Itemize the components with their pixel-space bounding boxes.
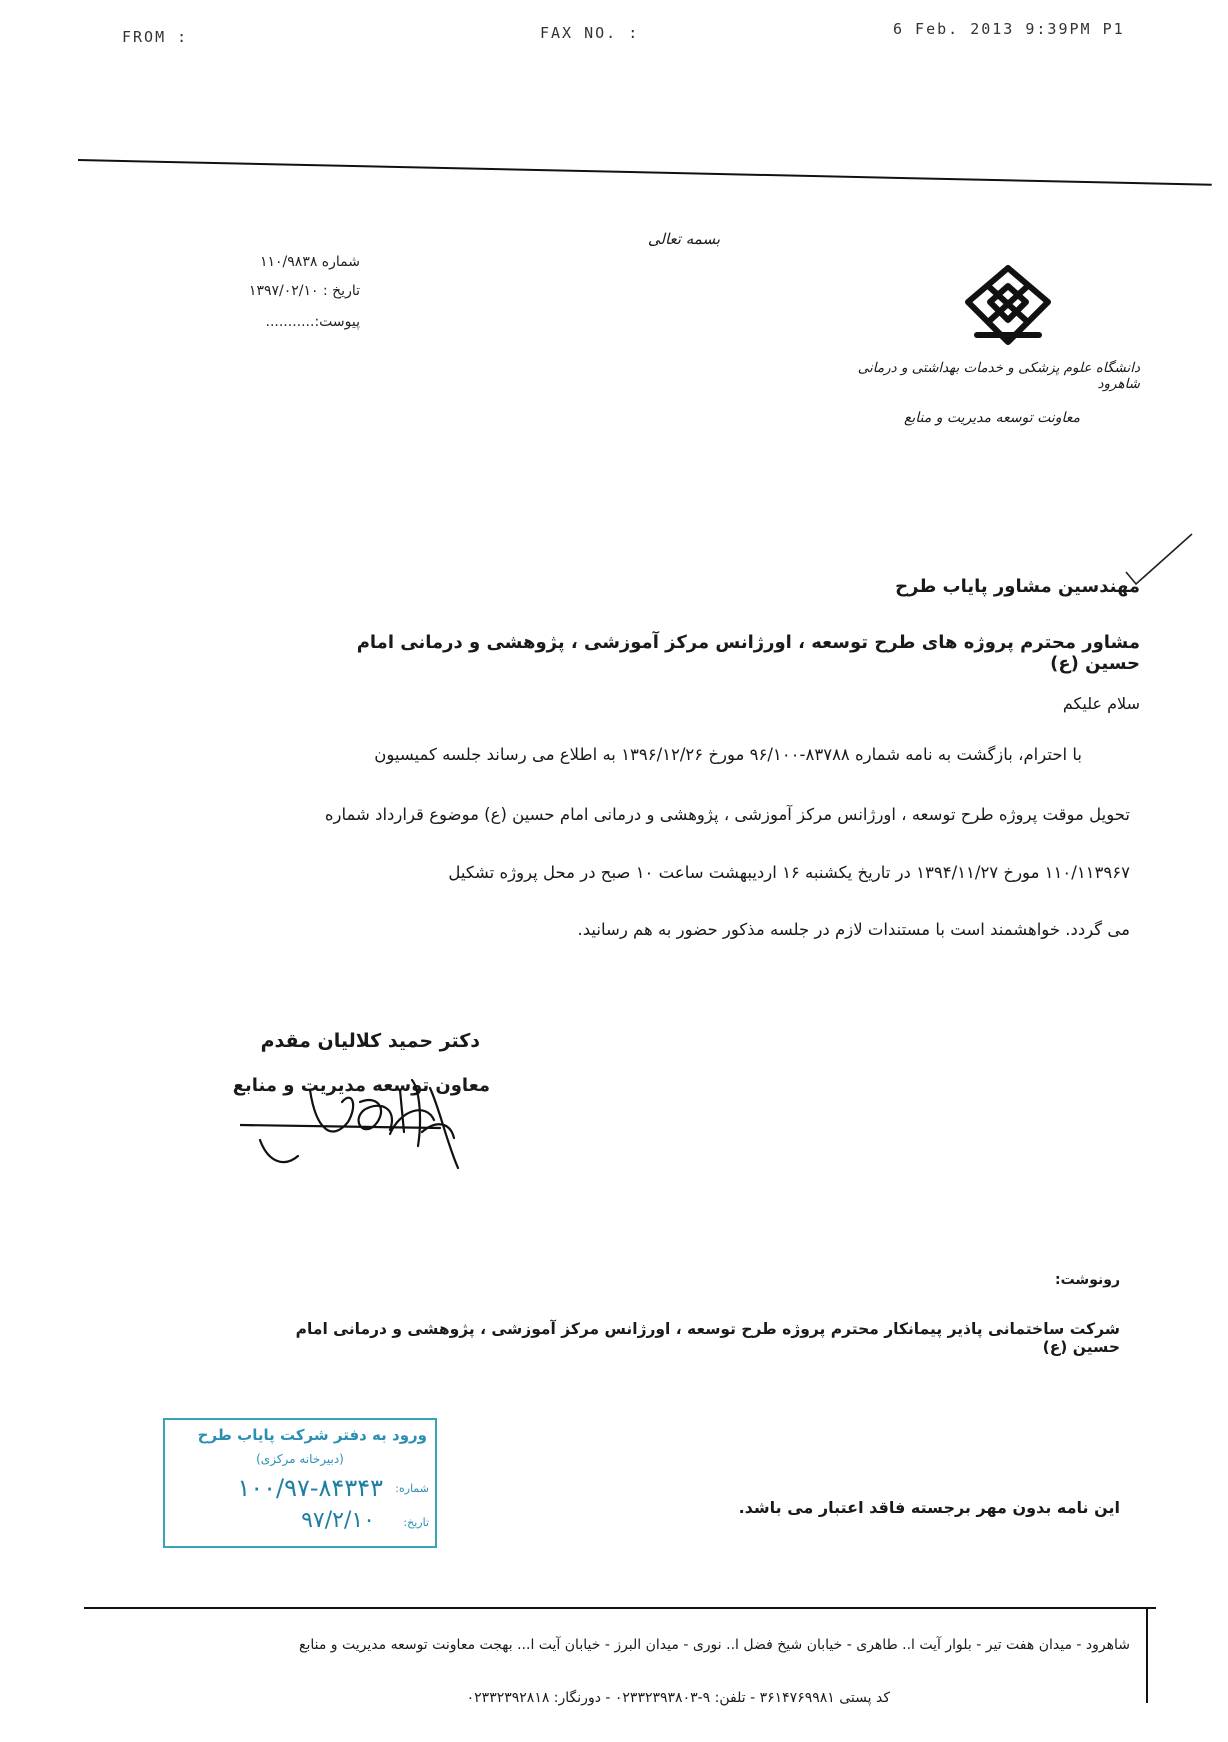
received-stamp (163, 1418, 437, 1548)
stamp-number-label: شماره: (395, 1482, 429, 1495)
letter-date: تاریخ : ۱۳۹۷/۰۲/۱۰ (248, 283, 360, 299)
validity-note: این نامه بدون مهر برجسته فاقد اعتبار می باشد. (738, 1498, 1120, 1517)
signatory-title: معاون توسعه مدیریت و منابع (232, 1075, 490, 1096)
signatory-name: دکتر حمید کلالیان مقدم (260, 1030, 480, 1052)
body-line-4: می گردد. خواهشمند است با مستندات لازم در جلسه مذکور حضور به هم رسانید. (577, 920, 1130, 939)
fax-number: FAX NO. : (540, 24, 640, 42)
addressee-primary: مهندسین مشاور پایاب طرح (895, 576, 1140, 597)
stamp-number-value: ۱۰۰/۹۷-۸۴۳۴۳ (237, 1474, 383, 1502)
stamp-title: ورود به دفتر شرکت پایاب طرح (197, 1426, 427, 1444)
stamp-subtitle: (دبیرخانه مرکزی) (256, 1452, 344, 1466)
footer-contact: کد پستی ۳۶۱۴۷۶۹۹۸۱ - تلفن: ۹-۰۲۳۳۲۳۹۳۸۰۳ - دورنگار: ۰۲۳۳۲۳۹۲۸۱۸ (466, 1690, 890, 1706)
top-divider (78, 159, 1212, 186)
body-line-3: ۱۱۰/۱۱۳۹۶۷ مورخ ۱۳۹۴/۱۱/۲۷ در تاریخ یکشنبه ۱۶ اردیبهشت ساعت ۱۰ صبح در محل پروژه تشکیل (448, 863, 1130, 882)
body-line-1: با احترام، بازگشت به نامه شماره ۸۳۷۸۸-۹۶/۱۰۰ مورخ ۱۳۹۶/۱۲/۲۶ به اطلاع می رساند جلسه کمیسیون (374, 745, 1082, 764)
letter-number: شماره ۱۱۰/۹۸۳۸ (260, 254, 360, 270)
body-line-2: تحویل موقت پروژه طرح توسعه ، اورژانس مرکز آموزشی ، پژوهشی و درمانی امام حسین (ع) موضوع قرارداد شماره (324, 805, 1130, 824)
footer-divider (84, 1607, 1156, 1609)
fax-datetime: 6 Feb. 2013 9:39PM P1 (893, 20, 1125, 38)
stamp-date-label: تاریخ: (403, 1516, 429, 1529)
university-name: دانشگاه علوم پزشکی و خدمات بهداشتی و درمانی شاهرود (857, 360, 1140, 392)
footer-address: شاهرود - میدان هفت تیر - بلوار آیت ا.. طاهری - خیابان شیخ فضل ا.. نوری - میدان البرز - خیابان آیت ا... بهجت معاونت توسعه مدیریت و منابع (299, 1637, 1130, 1653)
letter-attachment: پیوست:........... (265, 314, 360, 330)
stamp-date-value: ۹۷/۲/۱۰ (301, 1508, 375, 1533)
invocation: بسمه تعالی (647, 230, 720, 248)
fax-from: FROM : (122, 28, 189, 46)
deputy-name: معاونت توسعه مدیریت و منابع (903, 410, 1080, 426)
footer-bracket (1146, 1607, 1148, 1703)
addressee-secondary: مشاور محترم پروژه های طرح توسعه ، اورژانس مرکز آموزشی ، پژوهشی و درمانی امام حسین (ع) (356, 632, 1140, 674)
cc-label: رونوشت: (1055, 1272, 1120, 1288)
university-emblem-icon (960, 262, 1056, 348)
greeting: سلام علیکم (1062, 694, 1140, 713)
cc-recipient: شرکت ساختمانی پاذیر پیمانکار محترم پروژه طرح توسعه ، اورژانس مرکز آموزشی ، پژوهشی و درمانی امام حسین (ع) (295, 1320, 1120, 1356)
handwritten-signature (240, 1050, 500, 1190)
